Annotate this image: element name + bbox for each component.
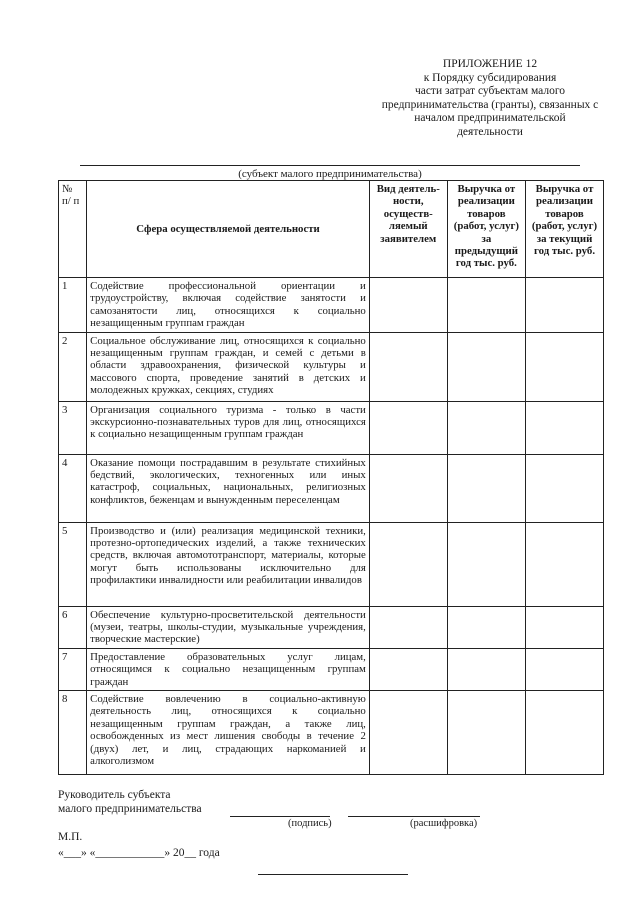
signature-caption: (подпись) xyxy=(288,818,332,829)
revenue-prev-cell[interactable] xyxy=(447,648,525,690)
revenue-curr-cell[interactable] xyxy=(526,401,604,454)
head-label-2: малого предпринимательства xyxy=(58,803,202,815)
revenue-curr-cell[interactable] xyxy=(526,278,604,333)
appendix-header xyxy=(360,58,620,139)
sphere-header: Сфера осуществляемой деятельности xyxy=(87,181,370,278)
row-number: 4 xyxy=(59,454,87,522)
subject-caption: (субъект малого предпринимательства) xyxy=(238,168,422,180)
date-field[interactable]: «___» «____________» 20__ года xyxy=(58,847,220,859)
table-row xyxy=(59,691,604,775)
signature-line[interactable] xyxy=(230,816,330,817)
revenue-prev-cell[interactable] xyxy=(447,332,525,401)
table-row xyxy=(59,648,604,690)
revenue-curr-cell[interactable] xyxy=(526,648,604,690)
revenue-prev-cell[interactable] xyxy=(447,606,525,648)
revenue-curr-cell[interactable] xyxy=(526,332,604,401)
row-number: 1 xyxy=(59,278,87,333)
kind-cell[interactable] xyxy=(369,691,447,775)
row-number: 6 xyxy=(59,606,87,648)
row-sphere: Организация социального туризма - только в части экскурсионно-познавательных туров для лиц, относящихся к социально незащищенным группам граждан xyxy=(87,401,370,454)
header-line: предпринимательства (гранты), связанных с xyxy=(381,98,599,111)
kind-cell[interactable] xyxy=(369,606,447,648)
table-header-row xyxy=(59,181,604,278)
kind-cell[interactable] xyxy=(369,401,447,454)
table-row xyxy=(59,332,604,401)
revenue-prev-cell[interactable] xyxy=(447,522,525,606)
subject-name-line[interactable] xyxy=(80,165,580,166)
kind-cell[interactable] xyxy=(369,454,447,522)
revenue-prev-header: Выручка от реализации товаров (работ, услуг) за предыдущий год тыс. руб. xyxy=(447,181,525,278)
revenue-curr-cell[interactable] xyxy=(526,606,604,648)
head-label-1: Руководитель субъекта xyxy=(58,789,171,801)
revenue-curr-header: Выручка от реализации товаров (работ, услуг) за текущий год тыс. руб. xyxy=(526,181,604,278)
row-number: 5 xyxy=(59,522,87,606)
header-line: к Порядку субсидирования xyxy=(423,71,557,84)
row-number: 7 xyxy=(59,648,87,690)
kind-cell[interactable] xyxy=(369,332,447,401)
kind-cell[interactable] xyxy=(369,648,447,690)
row-sphere: Производство и (или) реализация медицинской техники, протезно-ортопедических изделий, а также технических средств, включая автомототранспорт, материалы, которые могут быть использованы исключительно для профилактики инвалидности или реабилитации инвалидов xyxy=(87,522,370,606)
kind-cell[interactable] xyxy=(369,522,447,606)
revenue-prev-cell[interactable] xyxy=(447,278,525,333)
revenue-prev-cell[interactable] xyxy=(447,454,525,522)
decipher-line[interactable] xyxy=(348,816,480,817)
row-number: 8 xyxy=(59,691,87,775)
revenue-curr-cell[interactable] xyxy=(526,522,604,606)
activity-table xyxy=(58,180,604,775)
kind-cell[interactable] xyxy=(369,278,447,333)
table-row xyxy=(59,454,604,522)
header-line: деятельности xyxy=(457,125,523,138)
revenue-curr-cell[interactable] xyxy=(526,454,604,522)
row-sphere: Предоставление образовательных услуг лицам, относящимся к социально незащищенным группам граждан xyxy=(87,648,370,690)
table-row xyxy=(59,278,604,333)
stamp-label: М.П. xyxy=(58,831,83,843)
row-sphere: Обеспечение культурно-просветительской деятельности (музеи, театры, школы-студии, музыкальные учреждения, творческие мастерские) xyxy=(87,606,370,648)
header-line: ПРИЛОЖЕНИЕ 12 xyxy=(442,58,538,70)
revenue-curr-cell[interactable] xyxy=(526,691,604,775)
table-row xyxy=(59,606,604,648)
row-sphere: Оказание помощи пострадавшим в результате стихийных бедствий, экологических, техногенных или иных катастроф, социальных, национальных, религиозных конфликтов, беженцам и вынужденным переселенцам xyxy=(87,454,370,522)
table-row xyxy=(59,401,604,454)
revenue-prev-cell[interactable] xyxy=(447,691,525,775)
row-number: 2 xyxy=(59,332,87,401)
bottom-line xyxy=(258,874,408,875)
kind-header: Вид деятель-ности, осуществ-ляемый заявителем xyxy=(369,181,447,278)
revenue-prev-cell[interactable] xyxy=(447,401,525,454)
row-sphere: Содействие профессиональной ориентации и трудоустройству, включая содействие занятости и самозанятости лиц, относящихся к социально незащищенным группам граждан xyxy=(87,278,370,333)
row-sphere: Социальное обслуживание лиц, относящихся к социально незащищенным группам граждан, и семей с детьми в области здравоохранения, физической культуры и массового спорта, проведение занятий в детских и молодежных кружках, секциях, студиях xyxy=(87,332,370,401)
num-header: № п/ п xyxy=(59,181,87,278)
row-sphere: Содействие вовлечению в социально-активную деятельность лиц, относящихся к социально незащищенным группам граждан, а также лиц, освобожденных из мест лишения свободы в течение 2 (двух) лет, и лиц, страдающих наркоманией и алкоголизмом xyxy=(87,691,370,775)
table-row xyxy=(59,522,604,606)
header-line: части затрат субъектам малого xyxy=(414,85,566,97)
row-number: 3 xyxy=(59,401,87,454)
decipher-caption: (расшифровка) xyxy=(410,818,478,829)
header-line: началом предпринимательской xyxy=(414,112,566,124)
